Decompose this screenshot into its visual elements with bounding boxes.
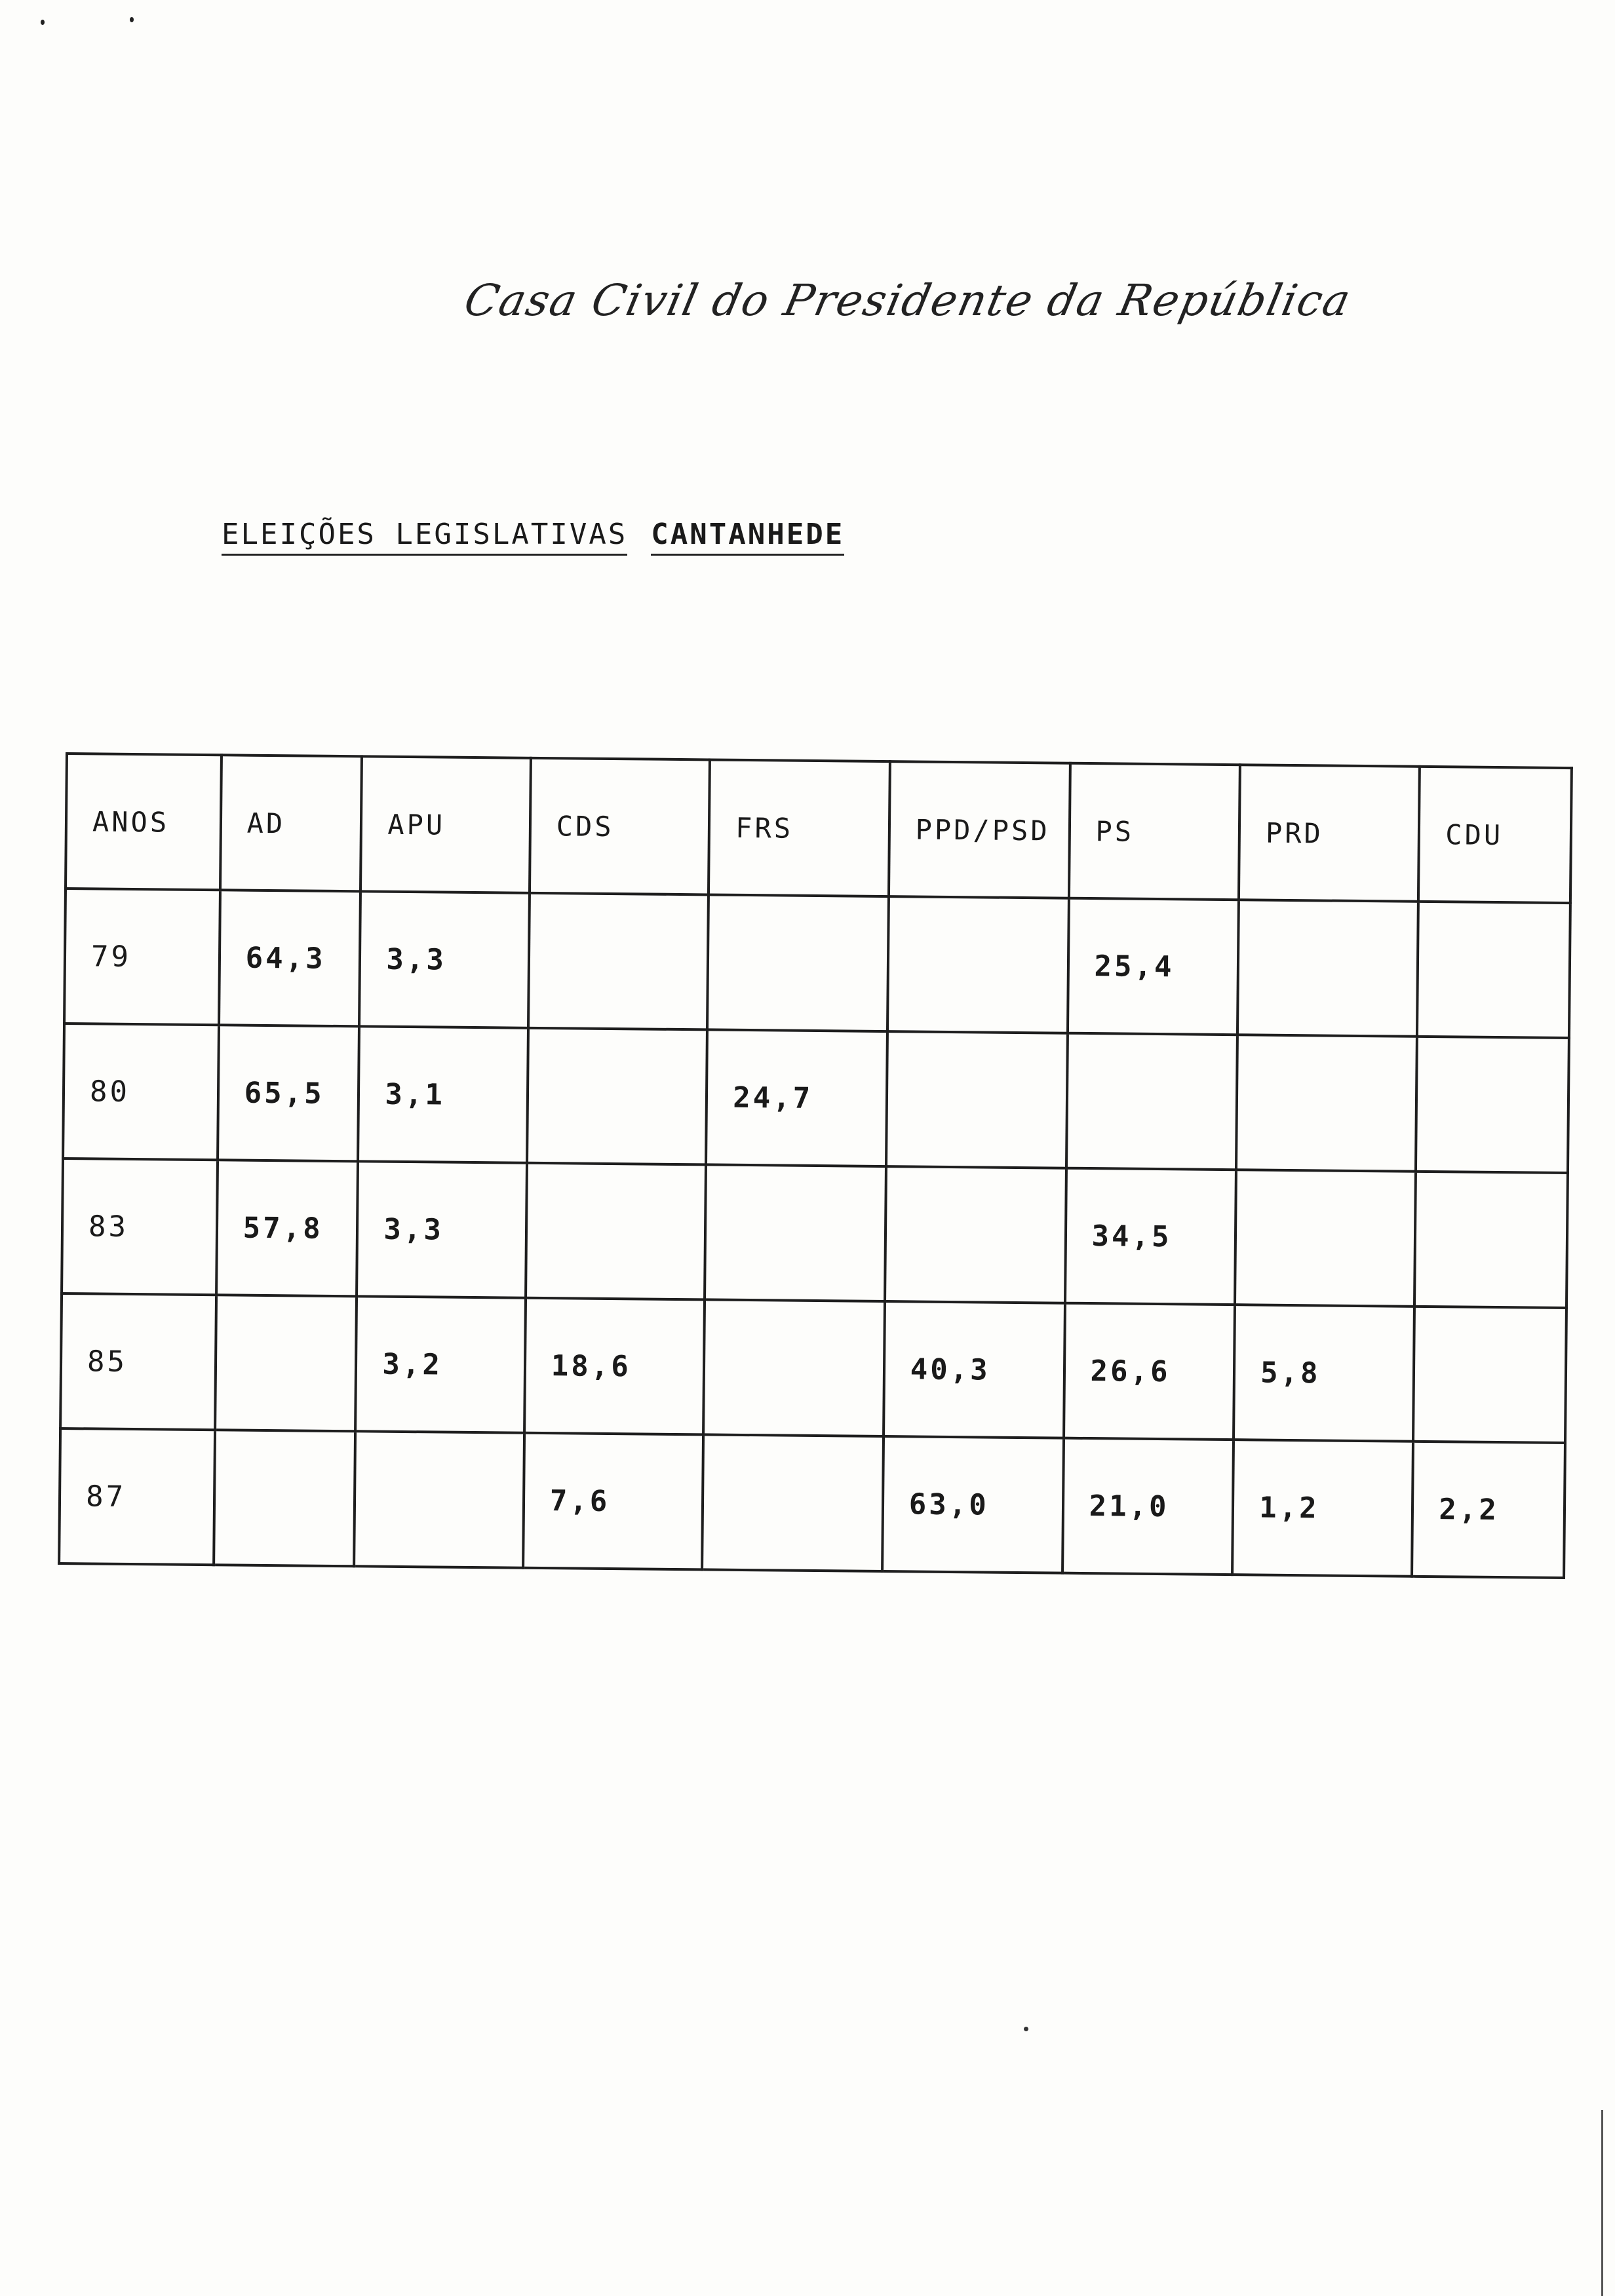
column-header: FRS — [709, 759, 889, 896]
table-cell — [1413, 1307, 1566, 1443]
table-cell — [705, 1164, 885, 1301]
table-cell: 2,2 — [1412, 1442, 1565, 1578]
scan-edge-line — [1601, 2110, 1603, 2296]
table-cell — [1417, 902, 1570, 1038]
table-cell — [702, 1434, 883, 1571]
table-cell: 26,6 — [1064, 1303, 1235, 1440]
letterhead: Casa Civil do Presidente da República — [459, 275, 1356, 326]
table-cell — [1236, 1035, 1417, 1172]
table-cell: 65,5 — [218, 1025, 360, 1161]
column-header: AD — [220, 755, 362, 891]
table-cell — [1235, 1170, 1416, 1307]
column-header: APU — [360, 756, 530, 892]
heading-place: CANTANHEDE — [651, 518, 844, 556]
election-results-table — [58, 752, 1573, 1579]
table-cell — [703, 1299, 884, 1436]
table-header-row — [66, 754, 1572, 903]
table-cell: 24,7 — [706, 1029, 887, 1166]
scan-speck — [1024, 2027, 1028, 2031]
table-cell: 63,0 — [882, 1436, 1064, 1573]
table-cell: 21,0 — [1062, 1438, 1234, 1575]
table-cell — [214, 1430, 356, 1566]
scan-speck — [41, 20, 45, 25]
scan-speck — [130, 17, 134, 22]
column-header: PRD — [1239, 765, 1420, 902]
table-cell: 3,2 — [355, 1296, 525, 1432]
column-header: CDS — [530, 758, 710, 895]
table-cell — [215, 1295, 357, 1431]
table-cell: 3,3 — [357, 1161, 526, 1297]
table-cell — [887, 896, 1069, 1033]
table-cell — [1416, 1037, 1569, 1173]
heading-title: ELEIÇÕES LEGISLATIVAS — [222, 518, 627, 556]
column-header: PS — [1068, 763, 1239, 900]
year-cell: 79 — [64, 889, 220, 1025]
table-cell — [707, 894, 888, 1031]
table-cell — [527, 1028, 707, 1165]
table-cell — [1237, 900, 1418, 1037]
table-cell: 3,1 — [358, 1026, 528, 1162]
table-cell: 3,3 — [359, 891, 529, 1027]
table-cell: 34,5 — [1065, 1168, 1236, 1305]
table-cell — [886, 1031, 1068, 1168]
table-cell: 25,4 — [1068, 898, 1239, 1035]
table-cell: 40,3 — [884, 1301, 1065, 1438]
table-row — [62, 1158, 1568, 1308]
table-cell: 57,8 — [216, 1160, 359, 1296]
table-cell — [885, 1166, 1066, 1303]
table-row — [64, 889, 1570, 1038]
column-header: ANOS — [66, 754, 222, 890]
table-cell: 64,3 — [219, 890, 361, 1026]
year-cell: 85 — [60, 1293, 216, 1430]
table-cell — [528, 893, 709, 1030]
year-cell: 83 — [62, 1158, 218, 1295]
table-cell — [1066, 1033, 1237, 1170]
table-cell: 1,2 — [1232, 1440, 1413, 1577]
table-row — [63, 1024, 1569, 1173]
table-cell — [354, 1431, 524, 1567]
table-cell — [1414, 1172, 1568, 1308]
table-row — [59, 1428, 1565, 1578]
column-header: PPD/PSD — [889, 761, 1070, 898]
year-cell: 80 — [63, 1024, 219, 1160]
column-header: CDU — [1418, 767, 1572, 903]
table-cell — [526, 1163, 706, 1300]
table-cell: 5,8 — [1234, 1305, 1414, 1442]
table-cell: 18,6 — [524, 1298, 705, 1435]
document-heading — [222, 518, 844, 551]
table-cell: 7,6 — [523, 1433, 703, 1570]
year-cell: 87 — [59, 1428, 215, 1565]
table-row — [60, 1293, 1566, 1443]
